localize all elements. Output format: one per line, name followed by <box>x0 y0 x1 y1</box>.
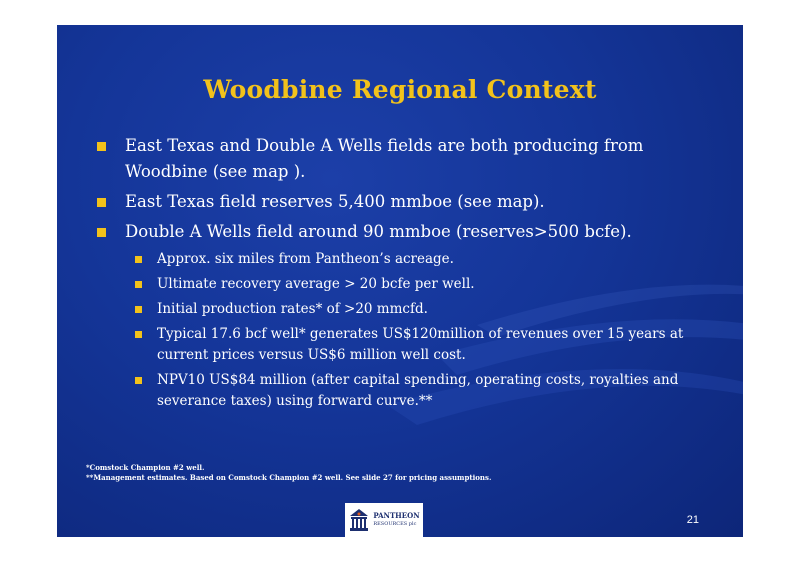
bullet-item <box>97 133 707 185</box>
logo-subtitle: RESOURCES plc <box>373 521 417 527</box>
bullet-text: East Texas and Double A Wells fields are both producing from Woodbine (see map ). <box>125 136 644 181</box>
sub-bullet-marker <box>135 281 142 288</box>
sub-bullet-text: Typical 17.6 bcf well* generates US$120million of revenues over 15 years at current prices versus US$6 million well cost. <box>157 326 684 363</box>
bullet-marker <box>97 228 106 237</box>
sub-bullet-item <box>135 370 707 412</box>
bullet-marker <box>97 198 106 207</box>
logo-name: PANTHEON <box>373 511 420 520</box>
sub-bullet-text: NPV10 US$84 million (after capital spending, operating costs, royalties and severance taxes) using forward curve.** <box>157 372 679 409</box>
logo-text <box>373 512 419 528</box>
sub-bullet-text: Ultimate recovery average > 20 bcfe per well. <box>157 276 475 292</box>
sub-bullet-marker <box>135 331 142 338</box>
slide <box>57 25 743 537</box>
sub-bullet-text: Approx. six miles from Pantheon’s acreage. <box>157 251 454 267</box>
company-logo <box>345 503 423 537</box>
sub-bullet-marker <box>135 256 142 263</box>
slide-title: Woodbine Regional Context <box>203 75 597 104</box>
footnote: **Management estimates. Based on Comstock Champion #2 well. See slide 27 for pricing assumptions. <box>86 473 492 482</box>
sub-bullet-item <box>135 324 707 366</box>
bullet-list <box>97 133 707 416</box>
bullet-item <box>97 189 707 215</box>
building-icon <box>348 507 370 533</box>
bullet-item <box>97 219 707 245</box>
sub-bullet-item <box>135 249 707 270</box>
bullet-text: East Texas field reserves 5,400 mmboe (see map). <box>125 192 545 211</box>
page-number: 21 <box>686 514 699 526</box>
footnote: *Comstock Champion #2 well. <box>86 463 205 472</box>
sub-bullet-item <box>135 274 707 295</box>
sub-bullet-marker <box>135 377 142 384</box>
sub-bullet-item <box>135 299 707 320</box>
bullet-marker <box>97 142 106 151</box>
bullet-text: Double A Wells field around 90 mmboe (reserves>500 bcfe). <box>125 222 632 241</box>
sub-bullet-marker <box>135 306 142 313</box>
footnotes <box>86 463 491 483</box>
sub-bullet-text: Initial production rates* of >20 mmcfd. <box>157 301 428 317</box>
